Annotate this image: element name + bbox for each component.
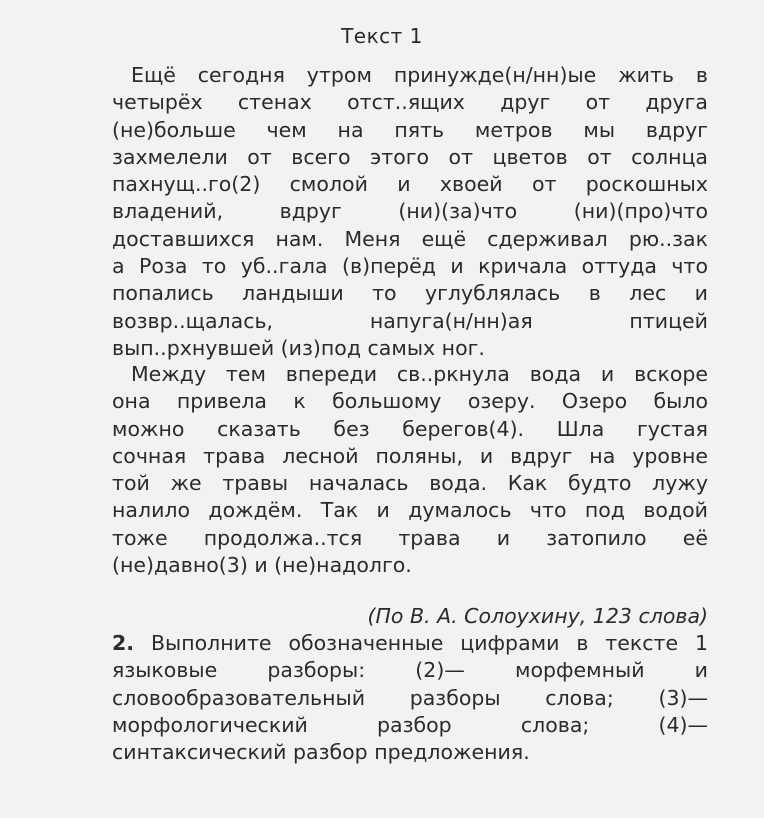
paragraph-line: той же травы началась вода. Как будто лужу xyxy=(112,471,708,496)
task-line xyxy=(112,630,708,657)
paragraph-line: а Роза то уб..гала (в)перёд и кричала оттуда что xyxy=(112,254,708,279)
paragraph-1 xyxy=(112,62,708,362)
text-title: Текст 1 xyxy=(341,24,423,48)
task-line: морфологический разбор слова; (4)— xyxy=(112,712,708,737)
paragraph-line: попались ландыши то углублялась в лес и xyxy=(112,281,708,306)
task-2 xyxy=(112,630,708,766)
paragraph-line: сочная трава лесной поляны, и вдруг на уровне xyxy=(112,443,708,468)
paragraph-line: захмелели от всего этого от цветов от солнца xyxy=(112,144,708,169)
paragraph-line: Ещё сегодня утром принужде(н/нн)ые жить в xyxy=(131,63,708,87)
paragraph-line: она привела к большому озеру. Озеро было xyxy=(112,389,708,414)
paragraph-line: можно сказать без берегов(4). Шла густая xyxy=(112,416,708,441)
paragraph-line: вып..рхнувшей (из)под самых ног. xyxy=(112,335,485,360)
paragraph-line: четырёх стенах отст..ящих друг от друга xyxy=(112,90,708,115)
paragraph-line: доставшихся нам. Меня ещё сдерживал рю..зак xyxy=(112,226,708,251)
paragraph-line: пахнущ..го(2) смолой и хвоей от роскошных xyxy=(112,172,708,197)
paragraph-2 xyxy=(112,361,708,579)
paragraph-line: налило дождём. Так и думалось что под водой xyxy=(112,498,708,523)
task-line-text: Выполните обозначенные цифрами в тексте 1 xyxy=(150,631,708,655)
source-attribution: (По В. А. Солоухину, 123 слова) xyxy=(367,604,708,628)
task-line: языковые разборы: (2)— морфемный и xyxy=(112,658,708,683)
paragraph-line: возвр..щалась, напуга(н/нн)ая птицей xyxy=(112,308,708,333)
paragraph-line: (не)давно(3) и (не)надолго. xyxy=(112,553,412,578)
paragraph-line: (не)больше чем на пять метров мы вдруг xyxy=(112,117,708,142)
paragraph-line: владений, вдруг (ни)(за)что (ни)(про)что xyxy=(112,199,708,224)
task-number: 2. xyxy=(112,631,135,655)
task-line: синтаксический разбор предложения. xyxy=(112,740,530,765)
paragraph-line: Между тем впереди св..ркнула вода и вскоре xyxy=(131,362,708,386)
paragraph-line: тоже продолжа..тся трава и затопило её xyxy=(112,525,708,550)
task-line: словообразовательный разборы слова; (3)— xyxy=(112,685,708,710)
